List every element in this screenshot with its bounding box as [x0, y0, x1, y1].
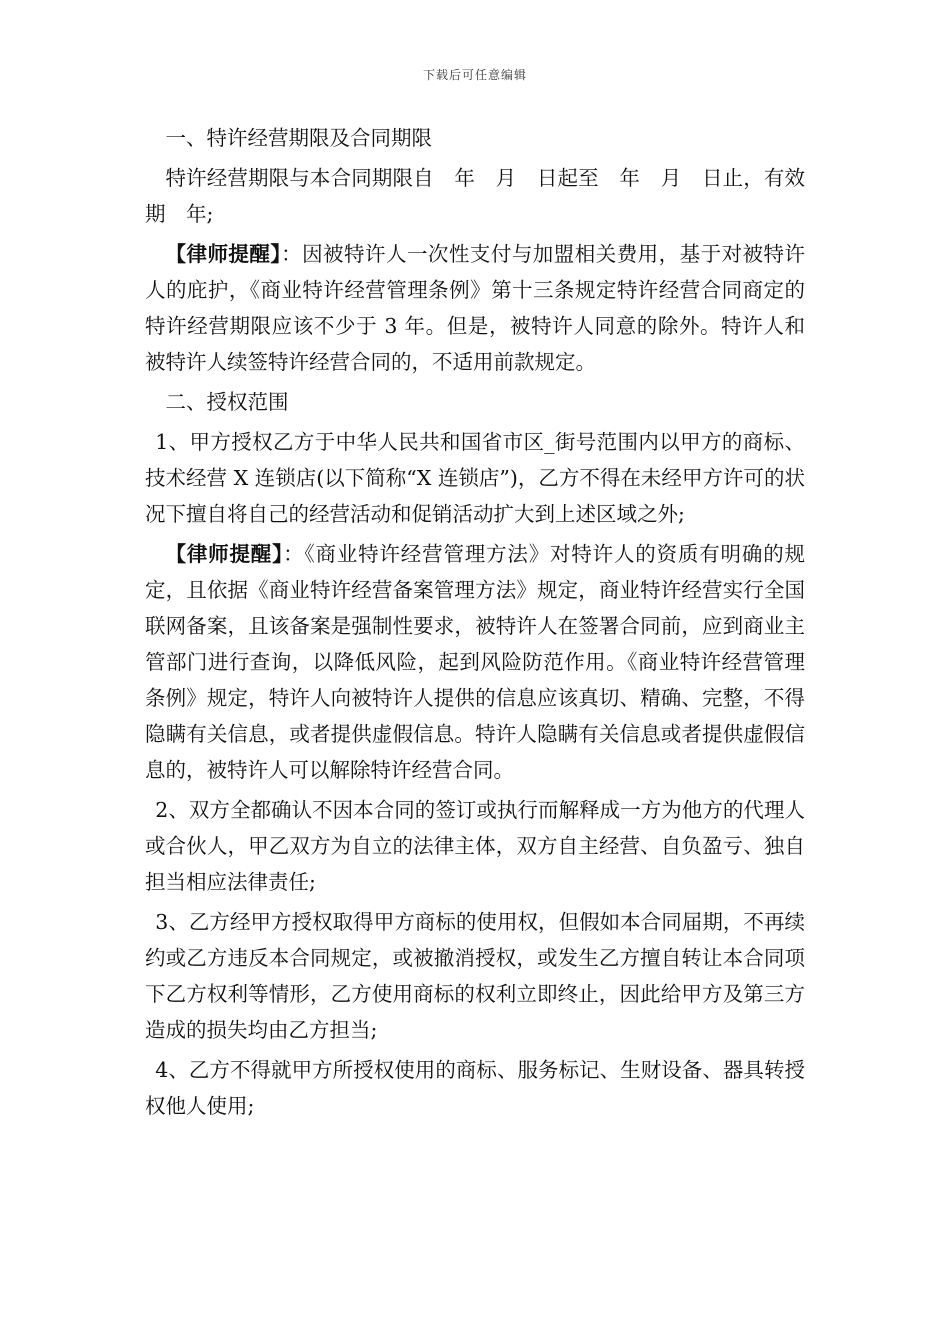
document-body: [145, 120, 805, 1128]
clause-2: 2、双方全都确认不因本合同的签订或执行而解释成一方为他方的代理人或合伙人，甲乙双方为自立的法律主体，双方自主经营、自负盈亏、独自担当相应法律责任;: [145, 798, 805, 894]
clause-1: 1、甲方授权乙方于中华人民共和国省市区_街号范围内以甲方的商标、技术经营 X 连锁店(以下简称“X 连锁店”)，乙方不得在未经甲方许可的状况下擅自将自己的经营活动和促销活动扩大到上述区域之外;: [145, 430, 805, 526]
lawyer-note-label: 【律师提醒】: [165, 242, 282, 266]
clause-4: 4、乙方不得就甲方所授权使用的商标、服务标记、生财设备、器具转授权他人使用;: [145, 1058, 805, 1118]
paragraph-term-period: 特许经营期限与本合同期限自 年 月 日起至 年 月 日止，有效期 年;: [145, 166, 805, 226]
lawyer-note-term: [145, 236, 805, 380]
section-heading-term: 一、特许经营期限及合同期限: [165, 126, 432, 150]
lawyer-note-text: ：因被特许人一次性支付与加盟相关费用，基于对被特许人的庇护，《商业特许经营管理条例》第十三条规定特许经营合同商定的特许经营期限应该不少于 3 年。但是，被特许人同意的除外。特许人和被特许人续签特许经营合同的，不适用前款规定。: [145, 242, 806, 374]
lawyer-note-scope: [145, 536, 805, 788]
section-heading-scope: 二、授权范围: [165, 390, 289, 414]
lawyer-note-text: ：《商业特许经营管理方法》对特许人的资质有明确的规定，且依据《商业特许经营备案管理方法》规定，商业特许经营实行全国联网备案，且该备案是强制性要求，被特许人在签署合同前，应到商业主管部门进行查询，以降低风险，起到风险防范作用。《商业特许经营管理条例》规定，特许人向被特许人提供的信息应该真切、精确、完整，不得隐瞒有关信息，或者提供虚假信息。特许人隐瞒有关信息或者提供虚假信息的，被特许人可以解除特许经营合同。: [145, 542, 806, 782]
clause-3: 3、乙方经甲方授权取得甲方商标的使用权，但假如本合同届期，不再续约或乙方违反本合同规定，或被撤消授权，或发生乙方擅自转让本合同项下乙方权利等情形，乙方使用商标的权利立即终止，因此给甲方及第三方造成的损失均由乙方担当;: [145, 910, 805, 1042]
page-header-note: 下载后可任意编辑: [422, 68, 527, 82]
lawyer-note-label: 【律师提醒】: [165, 542, 284, 566]
